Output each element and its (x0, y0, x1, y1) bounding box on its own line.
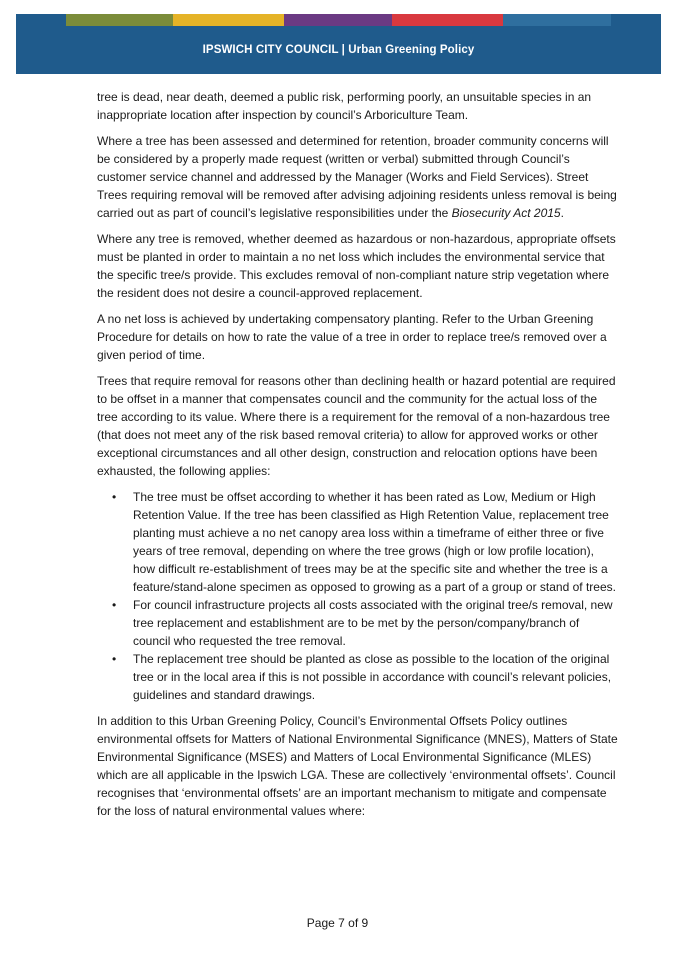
paragraph-2-end: . (560, 206, 564, 220)
stripe-red (392, 14, 503, 26)
header-color-stripes (16, 14, 661, 26)
list-item-text: The replacement tree should be planted as close as possible to the location of the original tree or in the local area if this is not possible in accordance with council’s relevant policies, guidelines and standard drawings. (133, 652, 612, 702)
paragraph-5: Trees that require removal for reasons other than declining health or hazard potential are required to be offset in a manner that compensates council and the community for the actual loss of the tree according to its value. Where there is a requirement for the removal of a non-hazardous tree (that does not meet any of the risk based removal criteria) to allow for approved works or other exceptional circumstances and all other design, construction and relocation options have been exhausted, the following applies: (97, 374, 616, 478)
biosecurity-act-reference: Biosecurity Act 2015 (451, 206, 561, 220)
list-item (97, 596, 619, 650)
stripe-end (611, 14, 661, 26)
bullet-icon: • (112, 490, 117, 504)
document-body (97, 88, 619, 828)
stripe-olive (16, 14, 66, 26)
bullet-icon: • (112, 652, 117, 666)
list-item-text: For council infrastructure projects all costs associated with the original tree/s removal, new tree replacement and establishment are to be met by the person/company/branch of council who requested the tree removal. (133, 598, 613, 648)
paragraph-3: Where any tree is removed, whether deemed as hazardous or non-hazardous, appropriate offsets must be planted in order to maintain a no net loss which includes the environmental service that the specific tree/s provide. This excludes removal of non-compliant nature strip vegetation where the resident does not desire a council-approved replacement. (97, 232, 616, 300)
page-header (16, 14, 661, 74)
offset-requirements-list (97, 488, 619, 704)
list-item (97, 650, 619, 704)
header-title: IPSWICH CITY COUNCIL | Urban Greening Policy (202, 44, 475, 56)
paragraph-6: In addition to this Urban Greening Policy, Council’s Environmental Offsets Policy outlines environmental offsets for Matters of National Environmental Significance (MNES), Matters of State Environmental Significance (MSES) and Matters of Local Environmental Significance (MLES) which are all applicable in the Ipswich LGA. These are collectively ‘environmental offsets’. Council recognises that ‘environmental offsets’ are an important mechanism to mitigate and compensate for the loss of natural environmental values where: (97, 714, 618, 818)
paragraph-4: A no net loss is achieved by undertaking compensatory planting. Refer to the Urban Greening Procedure for details on how to rate the value of a tree in order to replace tree/s removed over a given period of time. (97, 312, 607, 362)
bullet-icon: • (112, 598, 117, 612)
stripe-purple (284, 14, 392, 26)
paragraph-2 (97, 132, 619, 222)
paragraph-1: tree is dead, near death, deemed a public risk, performing poorly, an unsuitable species in an inappropriate location after inspection by council’s Arboriculture Team. (97, 90, 592, 122)
stripe-yellow (173, 14, 284, 26)
list-item-text: The tree must be offset according to whether it has been rated as Low, Medium or High Retention Value. If the tree has been classified as High Retention Value, replacement tree planting must achieve a no net canopy area loss within a timeframe of either three or five years of tree removal, depending on where the tree grows (high or low profile location), how difficult re-establishment of trees may be at the specific site and whether the tree is a feature/stand-alone specimen as opposed to growing as a part of a group or stand of trees. (133, 490, 616, 594)
paragraph-2-text: Where a tree has been assessed and determined for retention, broader community concerns will be considered by a properly made request (written or verbal) submitted through Council’s customer service channel and addressed by the Manager (Works and Field Services). Street Trees requiring removal will be removed after advising adjoining residents unless removal is being carried out as part of council’s legislative responsibilities under the (97, 134, 617, 220)
list-item (97, 488, 619, 596)
page-number: Page 7 of 9 (306, 916, 369, 930)
stripe-green (66, 14, 173, 26)
stripe-blue (503, 14, 611, 26)
